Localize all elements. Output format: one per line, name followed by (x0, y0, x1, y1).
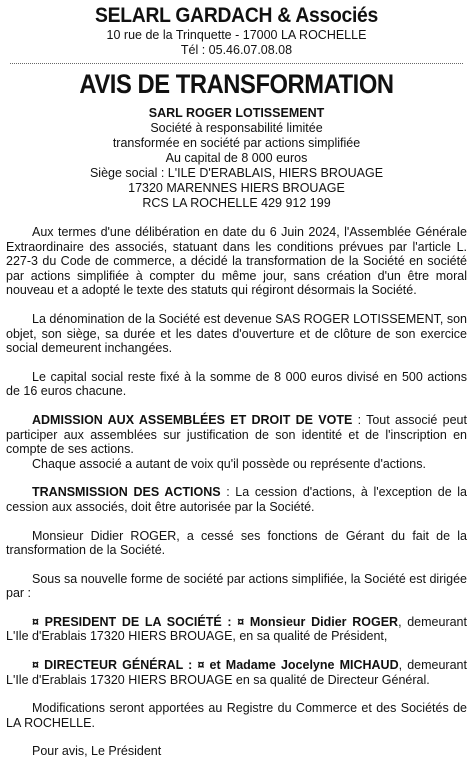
company-name: SARL ROGER LOTISSEMENT (148, 106, 325, 120)
paragraph-gerant: Monsieur Didier ROGER, a cessé ses fonctions de Gérant du fait de la transformation de la Société. (6, 528, 467, 558)
company-line: transformée en société par actions simplifiée (112, 136, 361, 150)
company-line: Société à responsabilité limitée (150, 121, 323, 135)
section-heading-transmission: TRANSMISSION DES ACTIONS (32, 485, 221, 500)
firm-name: SELARL GARDACH & Associés (95, 4, 378, 27)
firm-address: 10 rue de la Trinquette - 17000 LA ROCHELLE (106, 28, 367, 42)
divider (10, 63, 463, 64)
paragraph-deliberation: Aux termes d'une délibération en date du 6 Juin 2024, l'Assemblée Générale Extraordinaire des associés, statuant dans les conditions prévues par l'article L. 227-3 du Code de commerce, a décidé la transformation de la Société en société par actions simplifiée à compter du même jour, sans création d'un être moral nouveau et a adopté le texte des statuts qui régiront désormais la Société. (6, 225, 467, 298)
paragraph-directeur (6, 658, 467, 687)
company-block (6, 106, 467, 211)
paragraph-capital: Le capital social reste fixé à la somme de 8 000 euros divisé en 500 actions de 16 euros chacune. (6, 369, 467, 399)
president-heading: ¤ PRESIDENT DE LA SOCIÉTÉ : ¤ Monsieur Didier ROGER (32, 614, 399, 629)
directeur-text: , demeurant L'Ile d'Erablais 17320 HIERS BROUAGE en sa qualité de Directeur Général. (6, 658, 467, 687)
paragraph-admission (6, 413, 467, 457)
president-text: , demeurant L'Ile d'Erablais 17320 HIERS BROUAGE, en sa qualité de Président, (6, 614, 467, 644)
company-line: RCS LA ROCHELLE 429 912 199 (142, 196, 331, 210)
company-line: Au capital de 8 000 euros (165, 151, 308, 165)
paragraph-modifications: Modifications seront apportées au Registre du Commerce et des Sociétés de LA ROCHELLE. (6, 701, 467, 730)
notice-title: AVIS DE TRANSFORMATION (79, 69, 394, 99)
paragraph-denomination: La dénomination de la Société est devenue SAS ROGER LOTISSEMENT, son objet, son siège, sa durée et les dates d'ouverture et de clôture de son exercice social demeurent inchangées. (6, 311, 467, 356)
firm-header (6, 4, 467, 58)
closing-signature: Pour avis, Le Président (32, 744, 162, 759)
firm-phone: Tél : 05.46.07.08.08 (180, 43, 293, 57)
paragraph-votes: Chaque associé a autant de voix qu'il possède ou représente d'actions. (32, 456, 426, 471)
paragraph-transmission (6, 485, 467, 514)
paragraph-president (6, 615, 467, 644)
company-line: Siège social : L'ILE D'ERABLAIS, HIERS BROUAGE (89, 166, 384, 180)
directeur-heading: ¤ DIRECTEUR GÉNÉRAL : ¤ et Madame Jocelyne MICHAUD (32, 658, 399, 673)
admission-text: : Tout associé peut participer aux assemblées sur justification de son identité et de l'inscription en compte de ses actions. (6, 412, 467, 457)
paragraph-direction: Sous sa nouvelle forme de société par actions simplifiée, la Société est dirigée par : (6, 571, 467, 601)
transmission-text: : La cession d'actions, à l'exception de la cession aux associés, doit être autorisée par la Société. (6, 485, 467, 514)
section-heading-admission: ADMISSION AUX ASSEMBLÉES ET DROIT DE VOTE (32, 412, 353, 427)
company-line: 17320 MARENNES HIERS BROUAGE (128, 181, 345, 195)
